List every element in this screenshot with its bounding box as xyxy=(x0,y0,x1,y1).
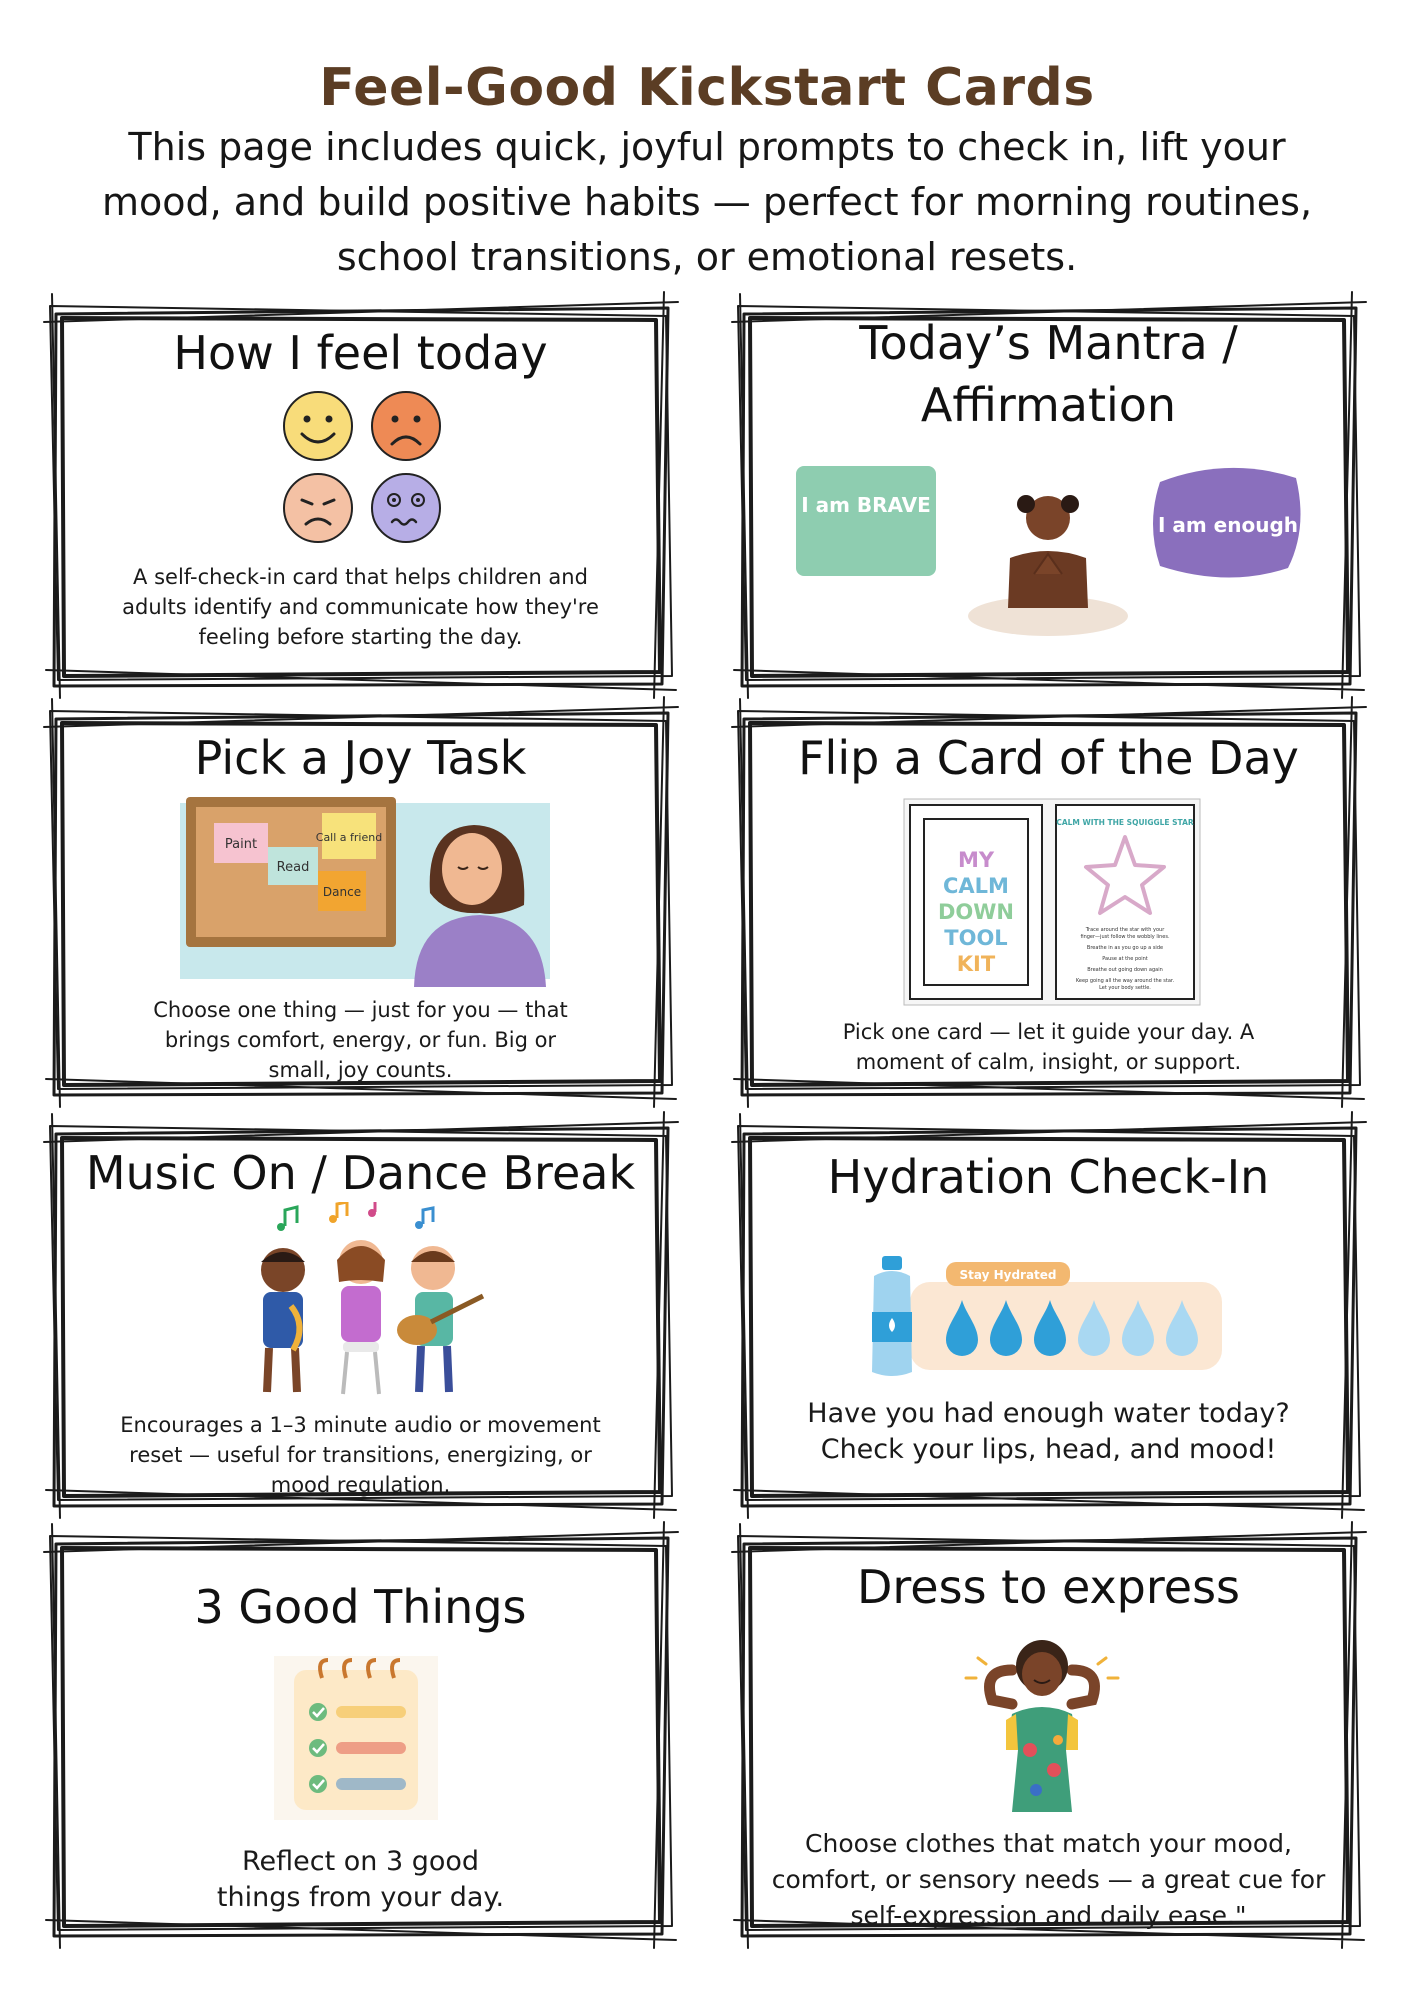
card-title: Hydration Check-In xyxy=(827,1150,1270,1204)
card-mantra xyxy=(736,300,1361,690)
check-icon xyxy=(309,1703,327,1793)
svg-text:Let your body settle.: Let your body settle. xyxy=(1099,985,1151,991)
svg-text:Call a friend: Call a friend xyxy=(315,831,383,844)
svg-text:Breathe in as you go up a side: Breathe in as you go up a side xyxy=(1086,945,1164,951)
mantra-illustration xyxy=(788,448,1308,638)
card-hydration xyxy=(736,1120,1361,1510)
svg-text:Stay Hydrated: Stay Hydrated xyxy=(959,1268,1057,1282)
card-title: Flip a Card of the Day xyxy=(798,731,1299,785)
dizzy-face-icon xyxy=(372,474,440,542)
kid-guitar xyxy=(397,1246,483,1392)
svg-text:CALM WITH THE SQUIGGLE STAR: CALM WITH THE SQUIGGLE STAR xyxy=(1056,818,1194,827)
card-description: Choose one thing — just for you — that brings comfort, energy, or fun. Big or small, joy counts. xyxy=(153,998,568,1082)
page-intro: This page includes quick, joyful prompts to check in, lift your mood, and build positive habits — perfect for morning routines, school transitions, or emotional resets. xyxy=(101,125,1313,279)
svg-text:Dance: Dance xyxy=(322,885,362,899)
svg-text:KIT: KIT xyxy=(956,952,996,976)
card-how-i-feel xyxy=(48,300,673,690)
card-title: Music On / Dance Break xyxy=(85,1146,636,1200)
svg-text:Trace around the star with you: Trace around the star with your xyxy=(1085,927,1165,933)
page-title: Feel-Good Kickstart Cards xyxy=(319,58,1095,118)
card-dress-to-express xyxy=(736,1530,1361,1940)
brave-sticker xyxy=(796,466,936,576)
svg-text:Paint: Paint xyxy=(224,837,258,852)
meditating-person-icon xyxy=(968,495,1128,636)
svg-text:MY: MY xyxy=(957,848,995,872)
music-kids-illustration xyxy=(233,1202,493,1402)
card-description: Encourages a 1–3 minute audio or movement reset — useful for transitions, energizing, or mood regulation. xyxy=(120,1413,601,1497)
feelings-faces xyxy=(278,388,448,548)
svg-text:CALM: CALM xyxy=(943,874,1009,898)
card-music-dance xyxy=(48,1120,673,1510)
card-flip-card xyxy=(736,705,1361,1100)
sticky-note-call-friend xyxy=(316,813,382,859)
card-joy-task xyxy=(48,705,673,1100)
card-title: Today’s Mantra / Affirmation xyxy=(859,316,1238,432)
card-title: 3 Good Things xyxy=(194,1580,527,1634)
card-description: Have you had enough water today? Check your lips, head, and mood! xyxy=(807,1398,1290,1465)
kid-saxophone xyxy=(261,1248,305,1392)
card-title: How I feel today xyxy=(173,326,548,380)
kid-singing xyxy=(337,1240,385,1394)
joy-task-illustration xyxy=(180,797,550,987)
card-description: Choose clothes that match your mood, comfort, or sensory needs — a great cue for self-expression and daily ease." xyxy=(771,1829,1326,1930)
sticky-note-dance xyxy=(318,871,366,911)
upset-face-icon xyxy=(284,474,352,542)
hydration-tracker xyxy=(866,1254,1226,1384)
svg-text:Breathe out going down again: Breathe out going down again xyxy=(1087,967,1163,973)
sad-face-icon xyxy=(372,392,440,460)
svg-text:I am enough: I am enough xyxy=(1157,513,1299,537)
card-front xyxy=(910,805,1042,999)
card-three-good-things xyxy=(48,1530,673,1940)
svg-text:DOWN: DOWN xyxy=(937,900,1015,924)
svg-text:I am BRAVE: I am BRAVE xyxy=(801,493,931,517)
card-description: Pick one card — let it guide your day. A moment of calm, insight, or support. xyxy=(842,1020,1255,1074)
svg-text:finger—just follow the wobbly: finger—just follow the wobbly lines. xyxy=(1080,934,1170,940)
card-description: A self-check-in card that helps children and adults identify and communicate how they're feeling before starting the day. xyxy=(122,565,599,649)
happy-face-icon xyxy=(284,392,352,460)
card-back xyxy=(1056,805,1194,999)
svg-text:TOOL: TOOL xyxy=(944,926,1008,950)
sticky-note-read xyxy=(268,847,318,885)
tracker-label xyxy=(946,1262,1070,1286)
enough-sticker xyxy=(1153,468,1301,578)
card-title: Pick a Joy Task xyxy=(194,731,527,785)
svg-text:Pause at the point: Pause at the point xyxy=(1102,956,1148,962)
sticky-note-paint xyxy=(214,823,268,863)
card-description: Reflect on 3 good things from your day. xyxy=(216,1846,505,1913)
svg-text:Read: Read xyxy=(276,860,310,875)
mini-cards xyxy=(902,797,1202,1007)
music-note-icon xyxy=(277,1202,433,1231)
water-bottle-icon xyxy=(872,1256,912,1376)
person-dressed-icon xyxy=(962,1630,1122,1820)
checklist-notepad-icon xyxy=(266,1648,446,1828)
svg-text:Keep going all the way around: Keep going all the way around the star. xyxy=(1075,978,1175,984)
card-title: Dress to express xyxy=(856,1560,1241,1614)
